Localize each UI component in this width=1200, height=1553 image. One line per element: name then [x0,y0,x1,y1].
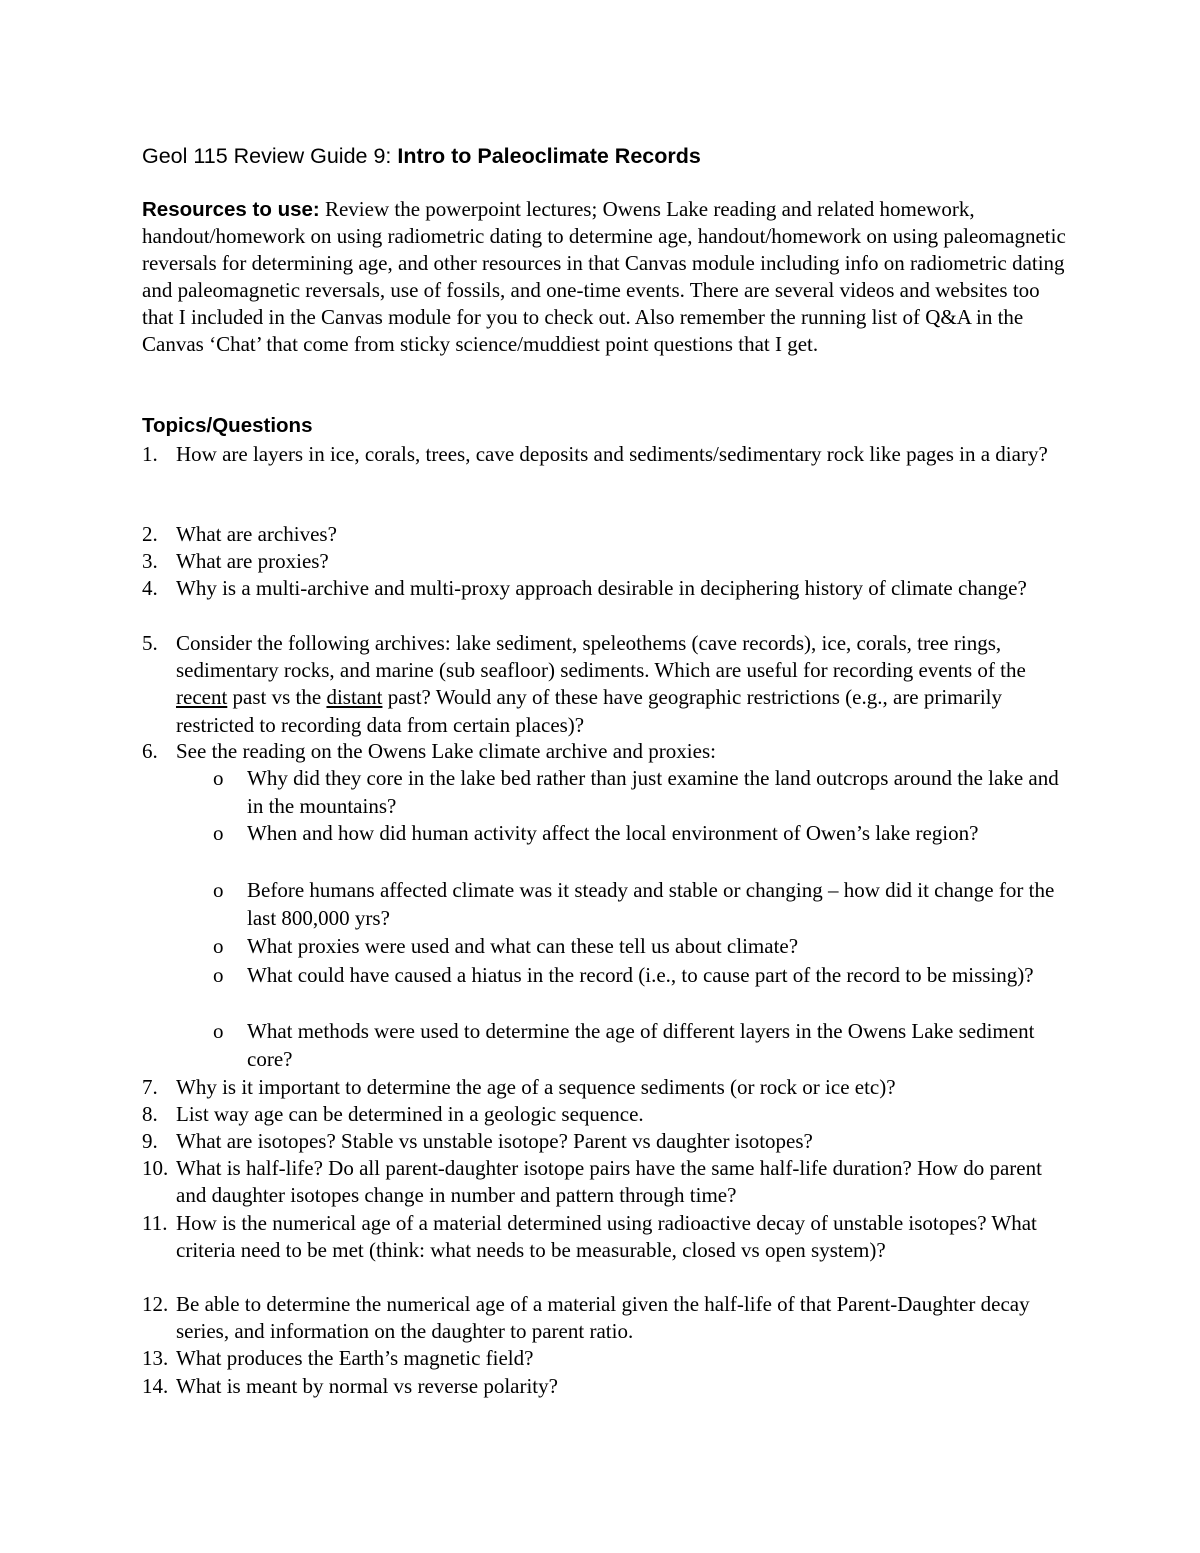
item-text: See the reading on the Owens Lake climate archive and proxies: [176,739,716,763]
list-item [142,1373,1077,1400]
sub-item-text: When and how did human activity affect the local environment of Owen’s lake region? [247,821,979,845]
bullet-icon: o [213,821,224,845]
item-number: 13. [142,1346,169,1370]
item-number: 2. [142,522,158,546]
item-text: What are archives? [176,522,337,546]
sub-item-text: What proxies were used and what can these tell us about climate? [247,934,799,958]
bullet-icon: o [213,878,224,902]
title-bold: Intro to Paleoclimate Records [397,144,701,168]
item-text: What produces the Earth’s magnetic field? [176,1346,534,1370]
item-number: 3. [142,549,158,573]
item-text: Why is a multi-archive and multi-proxy approach desirable in deciphering history of climate change? [176,576,1027,600]
topics-heading: Topics/Questions [142,414,313,437]
sub-item-text: Before humans affected climate was it steady and stable or changing – how did it change for the last 800,000 yrs? [247,878,1055,930]
item-number: 1. [142,442,158,466]
item-text: Why is it important to determine the age of a sequence sediments (or rock or ice etc)? [176,1075,896,1099]
item-text [176,630,1077,739]
list-item [142,1128,1077,1155]
sub-item-text: What methods were used to determine the age of different layers in the Owens Lake sediment core? [247,1019,1035,1071]
item-text: What is meant by normal vs reverse polarity? [176,1374,558,1398]
resources-label: Resources to use: [142,198,320,221]
item-number: 10. [142,1156,169,1180]
list-item [142,738,1077,765]
list-item [142,1074,1077,1101]
item-text: What are proxies? [176,549,329,573]
item-text: What are isotopes? Stable vs unstable isotope? Parent vs daughter isotopes? [176,1129,813,1153]
item-number: 4. [142,576,158,600]
sub-item-text: Why did they core in the lake bed rather than just examine the land outcrops around the lake and in the mountains? [247,766,1059,818]
item-number: 9. [142,1129,158,1153]
item-text-part: past vs the [227,685,327,710]
item-text: Be able to determine the numerical age of a material given the half-life of that Parent-Daughter decay series, and information on the daughter to parent ratio. [176,1292,1030,1344]
sub-list-item [213,765,1073,821]
sub-list-item [213,877,1073,933]
item-number: 6. [142,739,158,763]
item-text: How is the numerical age of a material determined using radioactive decay of unstable isotopes? What criteria need to be met (think: what needs to be measurable, closed vs open system)? [176,1211,1037,1263]
list-item [142,1345,1077,1372]
item-number: 12. [142,1292,169,1316]
resources-text: Review the powerpoint lectures; Owens Lake reading and related homework, handout/homework on using radiometric dating to determine age, handout/homework on using paleomagnetic reversals for determining age, and other resources in that Canvas module including info on radiometric dating and paleomagnetic reversals, use of fossils, and one-time events. There are several videos and websites too that I included in the Canvas module for you to check out. Also remember the running list of Q&A in the Canvas ‘Chat’ that come from sticky science/muddiest point questions that I get. [142,197,1066,356]
sub-item-text: What could have caused a hiatus in the record (i.e., to cause part of the record to be missing)? [247,963,1034,987]
list-item [142,521,1077,548]
item-text: What is half-life? Do all parent-daughter isotope pairs have the same half-life duration? How do parent and daughter isotopes change in number and pattern through time? [176,1156,1042,1208]
item-text: How are layers in ice, corals, trees, cave deposits and sediments/sedimentary rock like pages in a diary? [176,442,1048,466]
sub-list-item [213,1018,1073,1074]
underlined-distant: distant [326,685,383,710]
list-item [142,1101,1077,1128]
item-number: 11. [142,1211,168,1235]
sub-list-item [213,933,1073,961]
bullet-icon: o [213,934,224,958]
sub-list-item [213,962,1073,990]
item-number: 5. [142,631,158,655]
bullet-icon: o [213,1019,224,1043]
item-text-part: Consider the following archives: lake sediment, speleothems (cave records), ice, corals, tree rings, sedimentary rocks, and marine (sub seafloor) sediments. Which are useful for recording events of the [176,631,1026,683]
underlined-recent: recent [176,685,228,710]
bullet-icon: o [213,963,224,987]
item-number: 7. [142,1075,158,1099]
sub-list-item [213,820,1073,848]
list-item [142,1291,1077,1345]
bullet-icon: o [213,766,224,790]
resources-paragraph [142,196,1072,358]
list-item [142,575,1077,602]
item-text: List way age can be determined in a geologic sequence. [176,1102,644,1126]
list-item [142,1155,1077,1209]
list-item [142,630,1077,739]
list-item [142,548,1077,575]
item-text-part: past? Would any of these have geographic restrictions (e.g., are primarily restricted to recording data from certain places)? [176,685,1002,737]
item-number: 8. [142,1102,158,1126]
title-prefix: Geol 115 Review Guide 9: [142,144,398,168]
page-title [142,142,701,170]
item-number: 14. [142,1374,169,1398]
list-item [142,1210,1077,1264]
list-item [142,441,1077,468]
